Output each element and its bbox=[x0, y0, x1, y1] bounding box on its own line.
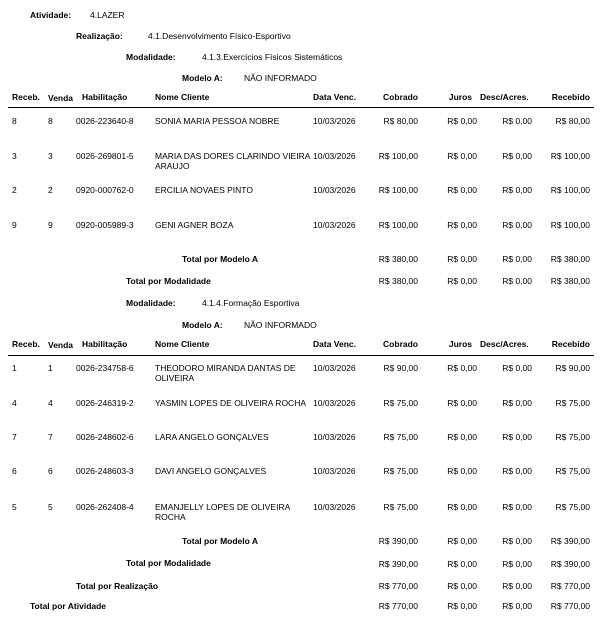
cell-juros: R$ 0,00 bbox=[447, 185, 477, 195]
cell-cobrado: R$ 100,00 bbox=[378, 151, 418, 161]
cell-juros: R$ 0,00 bbox=[447, 432, 477, 442]
total-modalidade-label: Total por Modalidade bbox=[126, 276, 211, 286]
col-data-venc: Data Venc. bbox=[313, 92, 356, 102]
total-recebido: R$ 770,00 bbox=[550, 581, 590, 591]
cell-receb: 9 bbox=[12, 220, 17, 230]
cell-juros: R$ 0,00 bbox=[447, 466, 477, 476]
col-receb: Receb. bbox=[12, 339, 40, 349]
col-nome-cliente: Nome Cliente bbox=[155, 92, 210, 102]
cell-data: 10/03/2026 bbox=[313, 502, 356, 512]
cell-recebido: R$ 100,00 bbox=[550, 220, 590, 230]
cell-habilitacao: 0026-223640-8 bbox=[76, 116, 134, 126]
col-data-venc: Data Venc. bbox=[313, 339, 356, 349]
col-venda: Venda bbox=[48, 93, 74, 103]
atividade-value: 4.LAZER bbox=[90, 10, 125, 20]
modalidade-value: 4.1.3.Exercícios Físicos Sistemáticos bbox=[202, 52, 343, 62]
cell-receb: 8 bbox=[12, 116, 17, 126]
cell-cobrado: R$ 100,00 bbox=[378, 185, 418, 195]
cell-desc: R$ 0,00 bbox=[502, 185, 532, 195]
cell-data: 10/03/2026 bbox=[313, 432, 356, 442]
cell-desc: R$ 0,00 bbox=[502, 363, 532, 373]
header-rule bbox=[8, 107, 594, 108]
cell-data: 10/03/2026 bbox=[313, 151, 356, 161]
col-receb: Receb. bbox=[12, 92, 40, 102]
cell-venda: 3 bbox=[48, 151, 53, 161]
modelo-label: Modelo A: bbox=[182, 73, 223, 83]
cell-nome: MARIA DAS DORES CLARINDO VIEIRA ARAUJO bbox=[155, 151, 310, 171]
header-rule bbox=[8, 355, 594, 356]
cell-nome: SONIA MARIA PESSOA NOBRE bbox=[155, 116, 280, 126]
cell-habilitacao: 0026-248603-3 bbox=[76, 466, 134, 476]
realizacao-label: Realização: bbox=[76, 31, 123, 41]
cell-habilitacao: 0026-269801-5 bbox=[76, 151, 134, 161]
col-juros: Juros bbox=[448, 92, 472, 102]
total-juros: R$ 0,00 bbox=[447, 254, 477, 264]
cell-juros: R$ 0,00 bbox=[447, 502, 477, 512]
cell-recebido: R$ 75,00 bbox=[555, 502, 590, 512]
cell-nome: YASMIN LOPES DE OLIVEIRA ROCHA bbox=[155, 398, 306, 408]
total-desc: R$ 0,00 bbox=[502, 559, 532, 569]
cell-data: 10/03/2026 bbox=[313, 363, 356, 373]
col-desc-acres: Desc/Acres. bbox=[480, 92, 529, 102]
col-recebido: Recebido bbox=[551, 339, 590, 349]
total-modalidade-label: Total por Modalidade bbox=[126, 558, 211, 568]
cell-desc: R$ 0,00 bbox=[502, 116, 532, 126]
cell-nome: ERCILIA NOVAES PINTO bbox=[155, 185, 253, 195]
cell-recebido: R$ 75,00 bbox=[555, 466, 590, 476]
total-desc: R$ 0,00 bbox=[502, 276, 532, 286]
cell-desc: R$ 0,00 bbox=[502, 502, 532, 512]
cell-recebido: R$ 80,00 bbox=[555, 116, 590, 126]
total-juros: R$ 0,00 bbox=[447, 581, 477, 591]
cell-recebido: R$ 75,00 bbox=[555, 432, 590, 442]
col-nome-cliente: Nome Cliente bbox=[155, 339, 210, 349]
modalidade-label: Modalidade: bbox=[126, 298, 176, 308]
col-habilitacao: Habilitação bbox=[82, 92, 128, 102]
cell-venda: 1 bbox=[48, 363, 53, 373]
atividade-label: Atividade: bbox=[30, 10, 72, 20]
cell-data: 10/03/2026 bbox=[313, 398, 356, 408]
total-modelo-label: Total por Modelo A bbox=[182, 536, 259, 546]
cell-habilitacao: 0026-234758-6 bbox=[76, 363, 134, 373]
cell-venda: 7 bbox=[48, 432, 53, 442]
col-recebido: Recebido bbox=[551, 92, 590, 102]
total-realizacao-label: Total por Realização bbox=[76, 581, 159, 591]
cell-receb: 3 bbox=[12, 151, 17, 161]
cell-cobrado: R$ 90,00 bbox=[383, 363, 418, 373]
cell-data: 10/03/2026 bbox=[313, 116, 356, 126]
total-desc: R$ 0,00 bbox=[502, 536, 532, 546]
total-desc: R$ 0,00 bbox=[502, 601, 532, 611]
cell-desc: R$ 0,00 bbox=[502, 220, 532, 230]
total-recebido: R$ 380,00 bbox=[550, 254, 590, 264]
cell-nome: DAVI ANGELO GONÇALVES bbox=[155, 466, 267, 476]
cell-nome: EMANJELLY LOPES DE OLIVEIRA ROCHA bbox=[155, 502, 290, 522]
cell-recebido: R$ 100,00 bbox=[550, 185, 590, 195]
col-juros: Juros bbox=[448, 339, 472, 349]
total-recebido: R$ 390,00 bbox=[550, 559, 590, 569]
modalidade-label: Modalidade: bbox=[126, 52, 176, 62]
total-juros: R$ 0,00 bbox=[447, 536, 477, 546]
cell-venda: 9 bbox=[48, 220, 53, 230]
cell-receb: 1 bbox=[12, 363, 17, 373]
col-venda: Venda bbox=[48, 340, 74, 350]
total-desc: R$ 0,00 bbox=[502, 254, 532, 264]
total-atividade-label: Total por Atividade bbox=[30, 601, 107, 611]
total-cobrado: R$ 390,00 bbox=[378, 536, 418, 546]
total-modelo-label: Total por Modelo A bbox=[182, 254, 259, 264]
total-cobrado: R$ 770,00 bbox=[378, 601, 418, 611]
cell-nome: LARA ANGELO GONÇALVES bbox=[155, 432, 269, 442]
cell-recebido: R$ 75,00 bbox=[555, 398, 590, 408]
total-cobrado: R$ 380,00 bbox=[378, 254, 418, 264]
cell-venda: 2 bbox=[48, 185, 53, 195]
col-desc-acres: Desc/Acres. bbox=[480, 339, 529, 349]
cell-venda: 5 bbox=[48, 502, 53, 512]
cell-receb: 4 bbox=[12, 398, 17, 408]
cell-juros: R$ 0,00 bbox=[447, 116, 477, 126]
cell-data: 10/03/2026 bbox=[313, 220, 356, 230]
total-cobrado: R$ 380,00 bbox=[378, 276, 418, 286]
total-recebido: R$ 390,00 bbox=[550, 536, 590, 546]
realizacao-value: 4.1.Desenvolvimento Físico-Esportivo bbox=[148, 31, 291, 41]
cell-habilitacao: 0920-005989-3 bbox=[76, 220, 134, 230]
cell-juros: R$ 0,00 bbox=[447, 151, 477, 161]
cell-cobrado: R$ 75,00 bbox=[383, 466, 418, 476]
cell-data: 10/03/2026 bbox=[313, 185, 356, 195]
cell-cobrado: R$ 80,00 bbox=[383, 116, 418, 126]
total-juros: R$ 0,00 bbox=[447, 601, 477, 611]
cell-habilitacao: 0026-246319-2 bbox=[76, 398, 134, 408]
cell-receb: 5 bbox=[12, 502, 17, 512]
cell-cobrado: R$ 75,00 bbox=[383, 502, 418, 512]
cell-habilitacao: 0920-000762-0 bbox=[76, 185, 134, 195]
cell-receb: 7 bbox=[12, 432, 17, 442]
modelo-label: Modelo A: bbox=[182, 320, 223, 330]
cell-desc: R$ 0,00 bbox=[502, 466, 532, 476]
cell-desc: R$ 0,00 bbox=[502, 398, 532, 408]
total-juros: R$ 0,00 bbox=[447, 276, 477, 286]
cell-nome: THEODORO MIRANDA DANTAS DE OLIVEIRA bbox=[155, 363, 296, 383]
cell-venda: 4 bbox=[48, 398, 53, 408]
cell-cobrado: R$ 75,00 bbox=[383, 432, 418, 442]
modalidade-value: 4.1.4.Formação Esportiva bbox=[202, 298, 300, 308]
cell-habilitacao: 0026-248602-6 bbox=[76, 432, 134, 442]
total-desc: R$ 0,00 bbox=[502, 581, 532, 591]
cell-nome: GENI AGNER BOZA bbox=[155, 220, 234, 230]
cell-recebido: R$ 90,00 bbox=[555, 363, 590, 373]
total-recebido: R$ 770,00 bbox=[550, 601, 590, 611]
cell-juros: R$ 0,00 bbox=[447, 398, 477, 408]
cell-juros: R$ 0,00 bbox=[447, 363, 477, 373]
total-recebido: R$ 380,00 bbox=[550, 276, 590, 286]
modelo-value: NÃO INFORMADO bbox=[244, 320, 317, 330]
col-cobrado: Cobrado bbox=[383, 92, 418, 102]
cell-venda: 8 bbox=[48, 116, 53, 126]
cell-receb: 2 bbox=[12, 185, 17, 195]
cell-habilitacao: 0026-262408-4 bbox=[76, 502, 134, 512]
total-cobrado: R$ 770,00 bbox=[378, 581, 418, 591]
cell-venda: 6 bbox=[48, 466, 53, 476]
total-cobrado: R$ 390,00 bbox=[378, 559, 418, 569]
cell-receb: 6 bbox=[12, 466, 17, 476]
cell-desc: R$ 0,00 bbox=[502, 151, 532, 161]
cell-cobrado: R$ 75,00 bbox=[383, 398, 418, 408]
cell-juros: R$ 0,00 bbox=[447, 220, 477, 230]
cell-cobrado: R$ 100,00 bbox=[378, 220, 418, 230]
cell-data: 10/03/2026 bbox=[313, 466, 356, 476]
modelo-value: NÃO INFORMADO bbox=[244, 73, 317, 83]
total-juros: R$ 0,00 bbox=[447, 559, 477, 569]
cell-desc: R$ 0,00 bbox=[502, 432, 532, 442]
col-cobrado: Cobrado bbox=[383, 339, 418, 349]
cell-recebido: R$ 100,00 bbox=[550, 151, 590, 161]
col-habilitacao: Habilitação bbox=[82, 339, 128, 349]
